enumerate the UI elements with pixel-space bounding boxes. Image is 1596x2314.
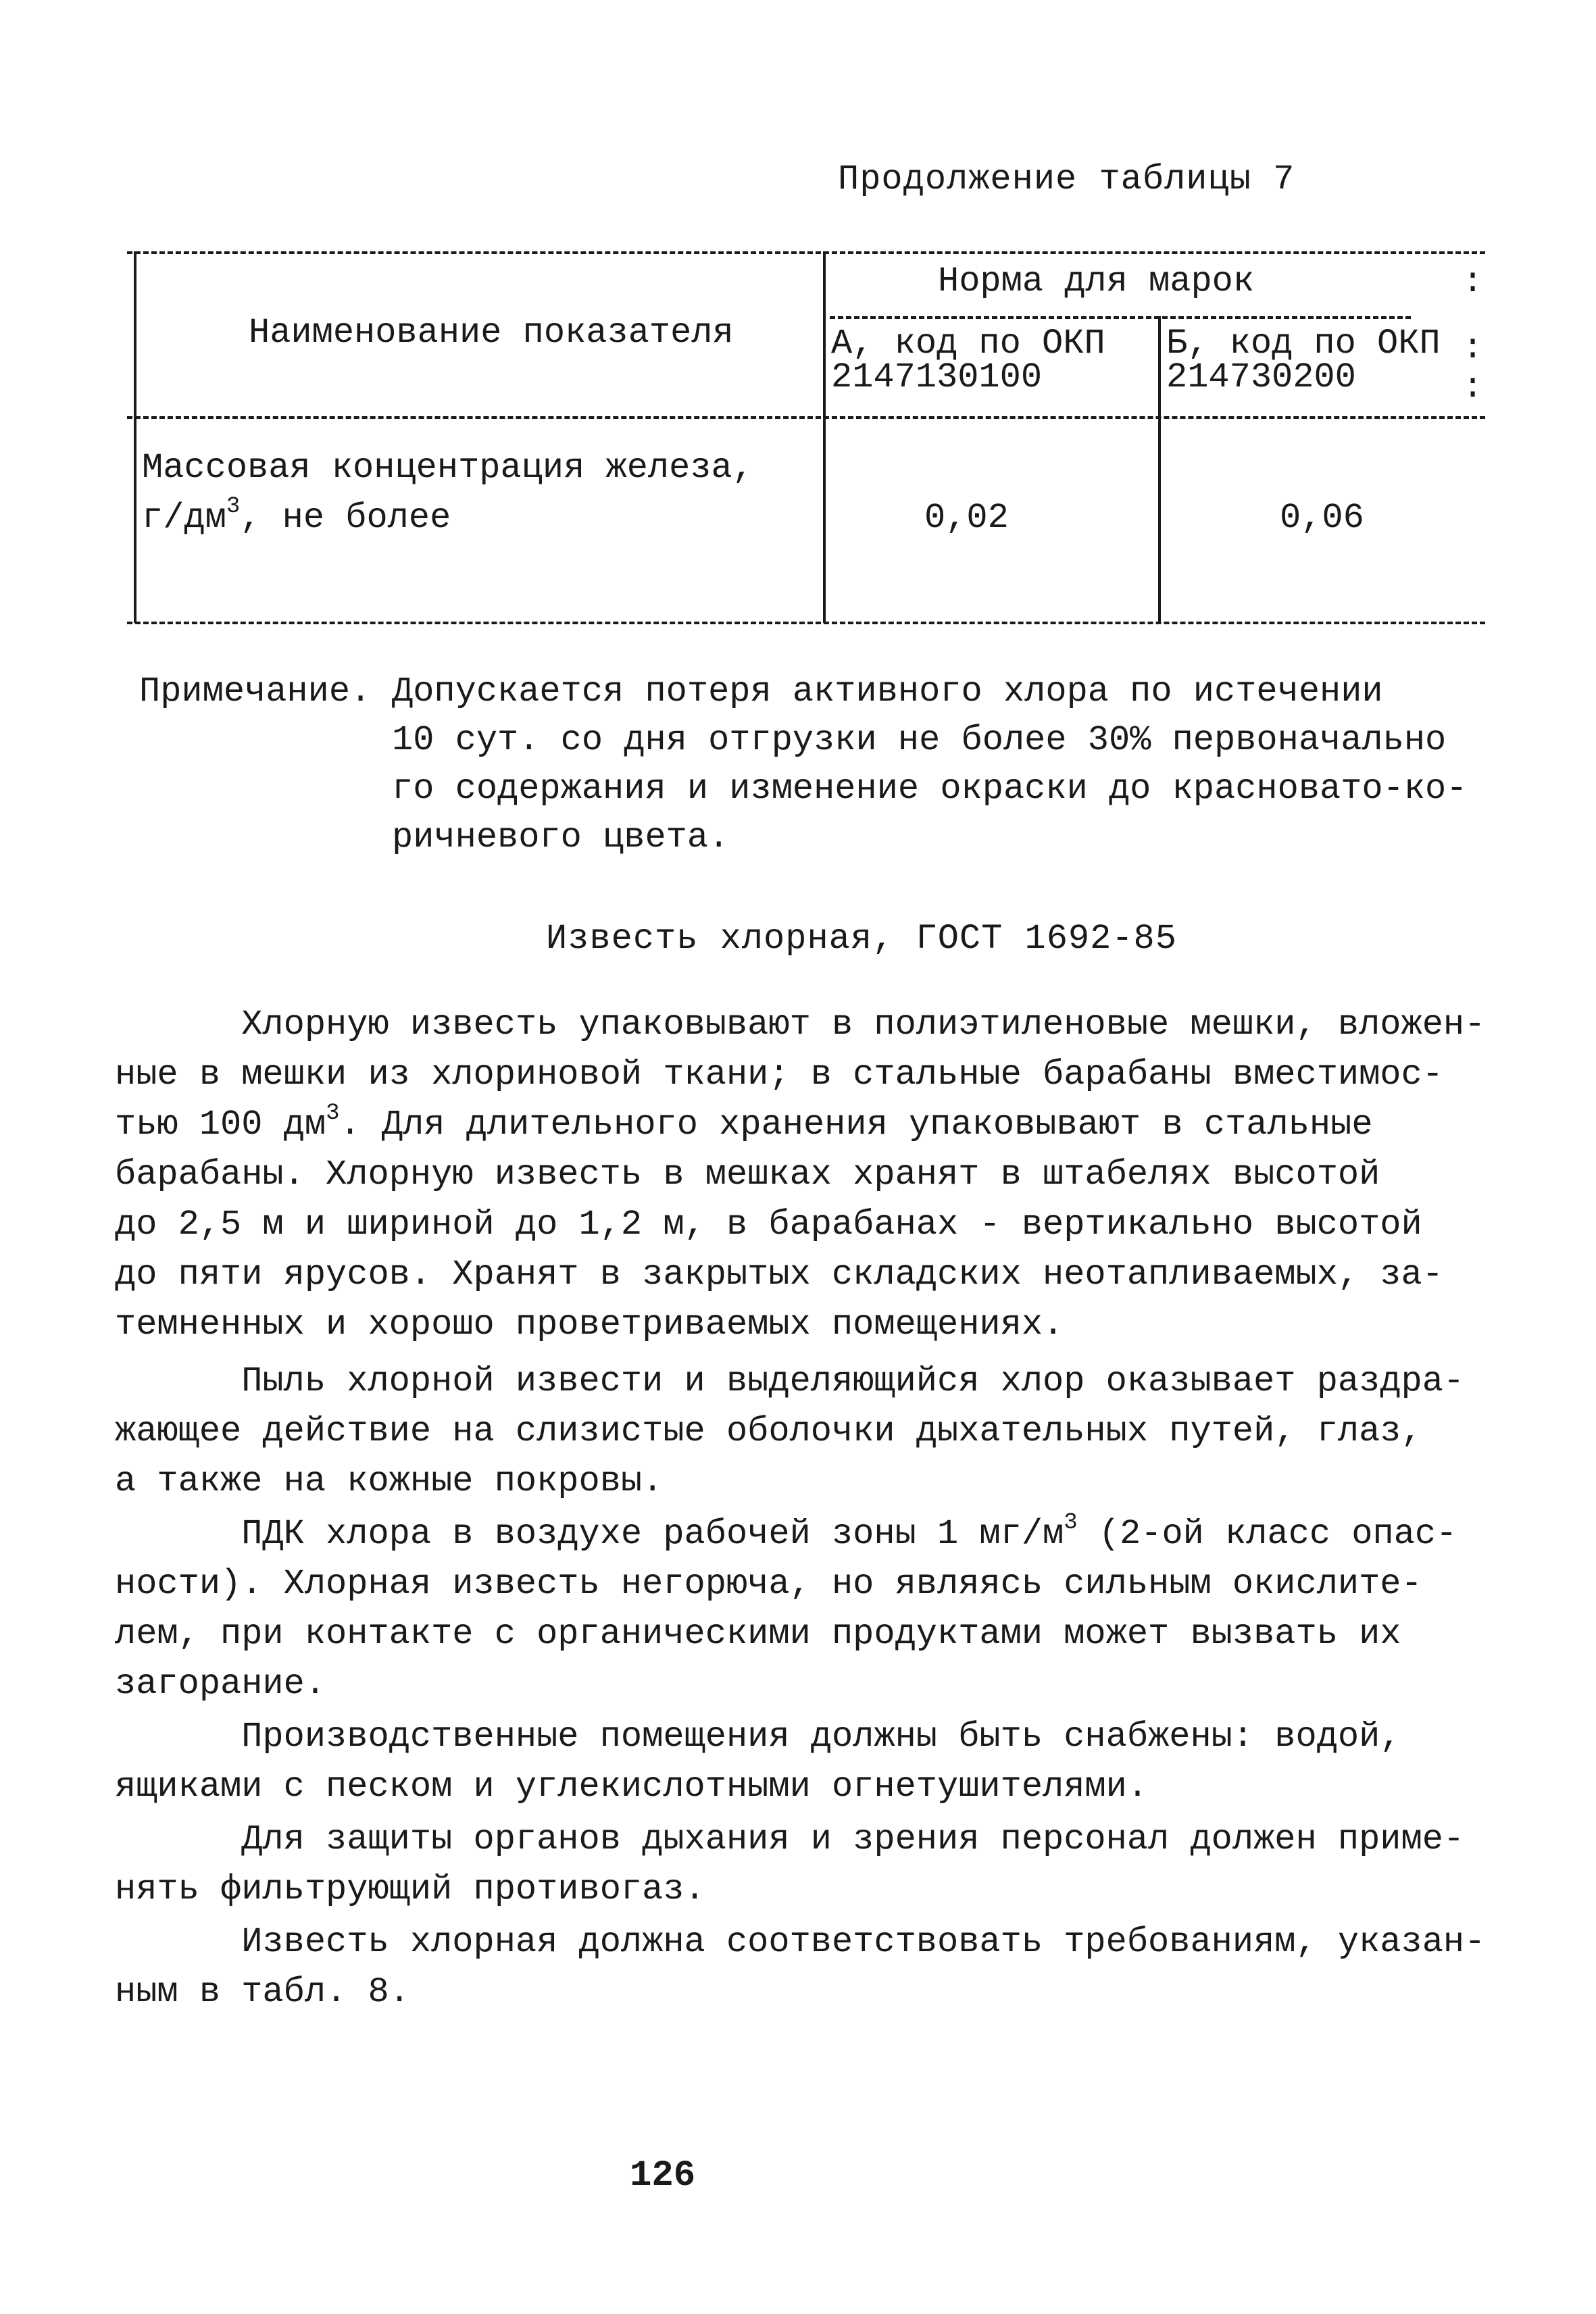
page-number: 126	[630, 2155, 696, 2196]
note-line: ричневого цвета.	[392, 818, 730, 857]
row-indicator-line2	[142, 494, 451, 539]
header-colon-2: :	[1462, 328, 1484, 368]
paragraph-line: до 2,5 м и шириной до 1,2 м, в барабанах - вертикально высотой	[115, 1205, 1422, 1244]
row-indicator-unit-exponent: 3	[226, 494, 241, 520]
row-value-b: 0,06	[1280, 498, 1364, 538]
table-left-border	[134, 251, 136, 623]
paragraph-line	[115, 1100, 1493, 1150]
grade-a-code: 2147130100	[831, 357, 1043, 397]
table-bottom-border	[127, 622, 1485, 624]
table-continuation-title: Продолжение таблицы 7	[838, 159, 1295, 199]
header-colon-1: :	[1462, 262, 1484, 302]
paragraph-line: а также на кожные покровы.	[115, 1461, 664, 1501]
paragraph-line: нять фильтрующий противогаз.	[115, 1869, 705, 1909]
body-text	[115, 1000, 1493, 2017]
paragraph-line: Производственные помещения должны быть снабжены: водой,	[115, 1717, 1401, 1757]
paragraph-text: . Для длительного хранения упаковывают в стальные	[339, 1105, 1373, 1145]
note-line: Допускается потеря активного хлора по истечении	[392, 672, 1383, 711]
note-line: го содержания и изменение окраски до красновато-ко-	[392, 769, 1468, 809]
table-top-border	[127, 251, 1485, 254]
grade-b-label: Б, код по ОКП	[1166, 324, 1441, 363]
header-colon-3: :	[1462, 368, 1484, 407]
paragraph-line: Пыль хлорной извести и выделяющийся хлор оказывает раздра-	[115, 1361, 1465, 1401]
specification-table	[127, 251, 1485, 626]
paragraph-line: Известь хлорная должна соответствовать требованиям, указан-	[115, 1922, 1486, 1962]
table-header-bottom-border	[127, 416, 1485, 419]
header-norm: Норма для марок	[938, 261, 1255, 301]
row-indicator-unit: г/дм	[142, 498, 226, 538]
paragraph-line: ности). Хлорная известь негорюча, но являясь сильным окислите-	[115, 1564, 1422, 1604]
paragraph-line: ные в мешки из хлориновой ткани; в стальные барабаны вместимос-	[115, 1055, 1443, 1095]
paragraph-line: барабаны. Хлорную известь в мешках хранят в штабелях высотой	[115, 1155, 1380, 1194]
paragraph-line: загорание.	[115, 1664, 326, 1704]
paragraph-line	[115, 1509, 1493, 1559]
paragraph-exponent: 3	[1064, 1510, 1078, 1536]
note-label: Примечание.	[139, 672, 372, 711]
grade-a-label: А, код по ОКП	[831, 324, 1105, 363]
row-indicator-rest: , не более	[240, 498, 451, 538]
paragraph-line: Хлорную известь упаковывают в полиэтиленовые мешки, вложен-	[115, 1005, 1486, 1045]
table-col-divider-1	[823, 251, 826, 623]
grade-b-code: 214730200	[1166, 357, 1356, 397]
row-value-a: 0,02	[924, 498, 1009, 538]
paragraph-line: ным в табл. 8.	[115, 1972, 410, 2012]
paragraph-exponent: 3	[326, 1101, 340, 1126]
paragraph-line: Для защиты органов дыхания и зрения персонал должен приме-	[115, 1819, 1465, 1859]
note-line: 10 сут. со дня отгрузки не более 30% первоначально	[392, 720, 1447, 760]
paragraph-line: ящиками с песком и углекислотными огнетушителями.	[115, 1767, 1149, 1807]
paragraph-text: тью 100 дм	[115, 1105, 326, 1145]
row-indicator-line1: Массовая концентрация железа,	[142, 448, 753, 488]
paragraph-line: до пяти ярусов. Хранят в закрытых складских неотапливаемых, за-	[115, 1255, 1443, 1294]
paragraph-text: ПДК хлора в воздухе рабочей зоны 1 мг/м	[115, 1514, 1064, 1554]
paragraph-line: лем, при контакте с органическими продуктами может вызвать их	[115, 1614, 1401, 1654]
paragraph-line: темненных и хорошо проветриваемых помещениях.	[115, 1305, 1064, 1344]
header-indicator: Наименование показателя	[249, 313, 734, 353]
table-col-divider-2	[1158, 316, 1161, 623]
paragraph-line: жающее действие на слизистые оболочки дыхательных путей, глаз,	[115, 1411, 1422, 1451]
section-title: Известь хлорная, ГОСТ 1692-85	[546, 919, 1177, 959]
paragraph-text: (2-ой класс опас-	[1077, 1514, 1457, 1554]
table-subheader-border	[830, 316, 1411, 319]
note-body	[392, 668, 1487, 862]
